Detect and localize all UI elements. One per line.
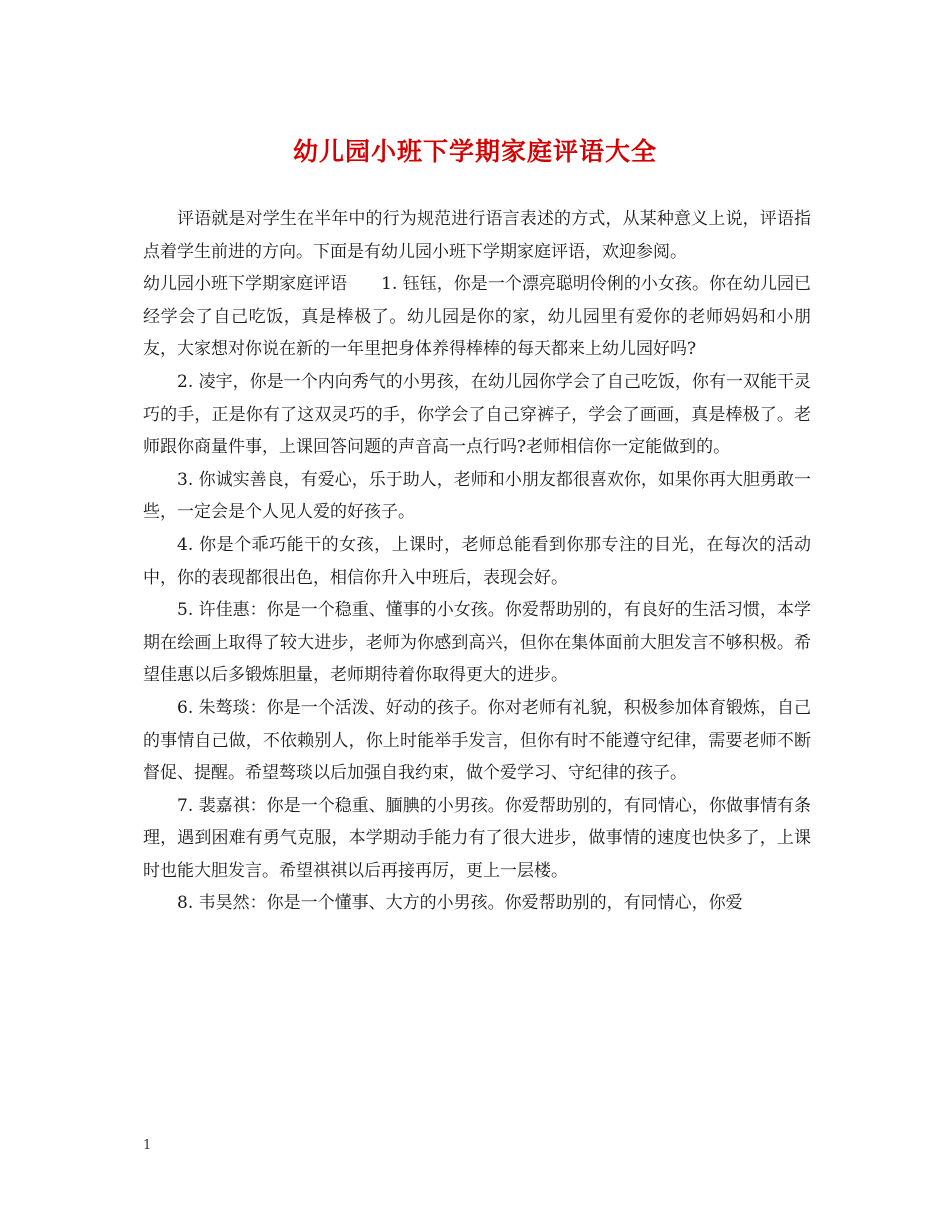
- document-title: 幼儿园小班下学期家庭评语大全: [292, 137, 657, 166]
- intro-paragraph: 评语就是对学生在半年中的行为规范进行语言表述的方式，从某种意义上说，评语指点着学生前进的方向。下面是有幼儿园小班下学期家庭评语，欢迎参阅。: [143, 209, 811, 262]
- paragraph-2: 2. 凌宇，你是一个内向秀气的小男孩，在幼儿园你学会了自己吃饭，你有一双能干灵巧的手，正是你有了这双灵巧的手，你学会了自己穿裤子，学会了画画，真是棒极了。老师跟你商量件事，上课回答问题的声音高一点行吗?老师相信你一定能做到的。: [143, 371, 811, 458]
- page-number: 1: [143, 1138, 152, 1153]
- paragraph-6: 6. 朱骜琰：你是一个活泼、好动的孩子。你对老师有礼貌，积极参加体育锻炼，自己的事情自己做，不依赖别人，你上时能举手发言，但你有时不能遵守纪律，需要老师不断督促、提醒。希望骜琰以后加强自我约束，做个爱学习、守纪律的孩子。: [143, 697, 811, 784]
- paragraph-5: 5. 许佳惠：你是一个稳重、懂事的小女孩。你爱帮助别的，有良好的生活习惯，本学期在绘画上取得了较大进步，老师为你感到高兴，但你在集体面前大胆发言不够积极。希望佳惠以后多锻炼胆量，老师期待着你取得更大的进步。: [143, 600, 811, 686]
- paragraph-7: 7. 裴嘉祺：你是一个稳重、腼腆的小男孩。你爱帮助别的，有同情心，你做事情有条理，遇到困难有勇气克服，本学期动手能力有了很大进步，做事情的速度也快多了，上课时也能大胆发言。希望祺祺以后再接再厉，更上一层楼。: [143, 795, 811, 881]
- document-body: [143, 203, 811, 920]
- paragraph-8: 8. 韦昊然：你是一个懂事、大方的小男孩。你爱帮助别的，有同情心，你爱: [177, 893, 743, 914]
- paragraph-1: 幼儿园小班下学期家庭评语 1. 钰钰，你是一个漂亮聪明伶俐的小女孩。你在幼儿园已经学会了自己吃饭，真是棒极了。幼儿园是你的家，幼儿园里有爱你的老师妈妈和小朋友，大家想对你说在新的一年里把身体养得棒棒的每天都来上幼儿园好吗?: [143, 274, 811, 360]
- paragraph-3: 3. 你诚实善良，有爱心，乐于助人，老师和小朋友都很喜欢你，如果你再大胆勇敢一些，一定会是个人见人爱的好孩子。: [143, 469, 811, 523]
- paragraph-4: 4. 你是个乖巧能干的女孩，上课时，老师总能看到你那专注的目光，在每次的活动中，你的表现都很出色，相信你升入中班后，表现会好。: [143, 534, 811, 588]
